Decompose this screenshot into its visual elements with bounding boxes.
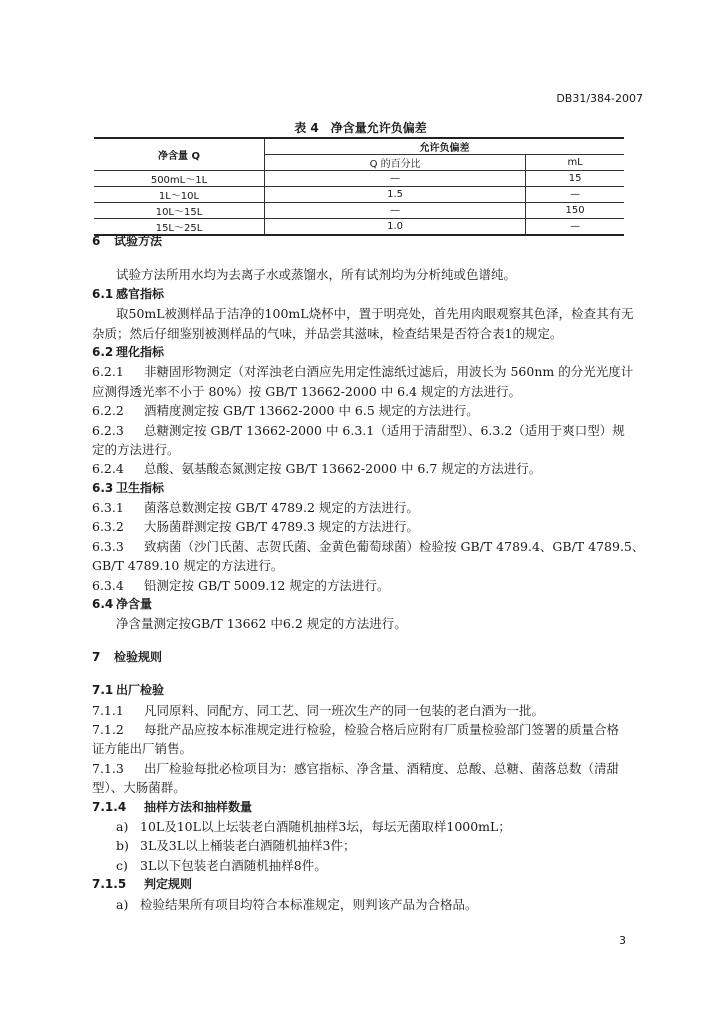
cell-range: 15L～25L: [94, 219, 265, 236]
paragraph: 取50mL被测样品于洁净的100mL烧杯中，置于明亮处，首先用肉眼观察其色泽，检查其有无: [116, 306, 634, 322]
clause-7-1-3: 7.1.3 出厂检验每批必检项目为：感官指标、净含量、酒精度、总酸、总糖、菌落总数（清甜: [92, 760, 620, 776]
paragraph: 证方能出厂销售。: [92, 741, 193, 757]
cell-ml: 150: [526, 203, 624, 219]
cell-range: 10L～15L: [94, 203, 265, 219]
section-heading-6-4: 6.4 净含量: [92, 597, 153, 612]
clause-6-3-3: 6.3.3 致病菌（沙门氏菌、志贺氏菌、金黄色葡萄球菌）检验按 GB/T 4789.4、GB/T 4789.5、: [92, 538, 645, 554]
table-row: [94, 203, 624, 219]
column-header-ml: mL: [526, 155, 624, 171]
page-number: 3: [619, 934, 626, 947]
clause-6-3-1: 6.3.1 菌落总数测定按 GB/T 4789.2 规定的方法进行。: [92, 500, 419, 516]
clause-6-2-1: 6.2.1 非糖固形物测定（对浑浊老白酒应先用定性滤纸过滤后，用波长为 560nm 的分光光度计: [92, 364, 634, 380]
section-heading-6-2: 6.2 理化指标: [92, 344, 165, 359]
list-item: a) 检验结果所有项目均符合本标准规定，则判该产品为合格品。: [116, 896, 478, 912]
paragraph: 定的方法进行。: [92, 441, 180, 457]
paragraph: GB/T 4789.10 规定的方法进行。: [92, 558, 284, 574]
cell-ml: 15: [526, 171, 624, 187]
cell-percent: —: [265, 171, 526, 187]
clause-6-2-4: 6.2.4 总酸、氨基酸态氮测定按 GB/T 13662-2000 中 6.7 规定的方法进行。: [92, 461, 542, 477]
document-body: [92, 232, 645, 914]
cell-ml: —: [526, 187, 624, 203]
cell-range: 500mL～1L: [94, 171, 265, 187]
table-row: [94, 187, 624, 203]
paragraph: 型）、大肠菌群。: [92, 780, 186, 796]
column-header-quantity: 净含量 Q: [94, 138, 265, 171]
clause-7-1-2: 7.1.2 每批产品应按本标准规定进行检验，检验合格后应附有厂质量检验部门签署的质量合格: [92, 721, 620, 737]
list-item: c) 3L以下包装老白酒随机抽样8件。: [116, 857, 327, 873]
list-item: a) 10L及10L以上坛装老白酒随机抽样3坛，每坛无菌取样1000mL；: [116, 818, 511, 834]
section-heading-6: 6 试验方法: [92, 234, 163, 248]
cell-percent: 1.5: [265, 187, 526, 203]
clause-7-1-1: 7.1.1 凡同原料、同配方、同工艺、同一班次生产的同一包装的老白酒为一批。: [92, 702, 545, 718]
column-group-header: 允许负偏差: [265, 138, 625, 155]
list-item: b) 3L及3L以上桶装老白酒随机抽样3件；: [116, 838, 356, 854]
cell-percent: —: [265, 203, 526, 219]
tolerance-table: [94, 137, 624, 236]
cell-ml: —: [526, 219, 624, 236]
table-header-row: [94, 138, 624, 155]
paragraph: 应测得透光率不小于 80%）按 GB/T 13662-2000 中 6.4 规定的方法进行。: [92, 383, 522, 399]
section-heading-6-1: 6.1 感官指标: [92, 286, 165, 301]
clause-6-3-4: 6.3.4 铅测定按 GB/T 5009.12 规定的方法进行。: [92, 577, 390, 593]
section-heading-7-1: 7.1 出厂检验: [92, 683, 165, 698]
clause-6-3-2: 6.3.2 大肠菌群测定按 GB/T 4789.3 规定的方法进行。: [92, 519, 419, 535]
paragraph: 净含量测定按GB/T 13662 中6.2 规定的方法进行。: [116, 616, 407, 632]
clause-7-1-4: 7.1.4 抽样方法和抽样数量: [92, 799, 253, 814]
paragraph: 试验方法所用水均为去离子水或蒸馏水，所有试剂均为分析纯或色谱纯。: [116, 267, 517, 283]
column-header-percent: Q 的百分比: [265, 155, 526, 171]
section-heading-6-3: 6.3 卫生指标: [92, 480, 165, 495]
paragraph: 杂质；然后仔细鉴别被测样品的气味，并品尝其滋味，检查结果是否符合表1的规定。: [92, 325, 563, 341]
clause-6-2-2: 6.2.2 酒精度测定按 GB/T 13662-2000 中 6.5 规定的方法进行。: [92, 403, 479, 419]
cell-range: 1L～10L: [94, 187, 265, 203]
clause-6-2-3: 6.2.3 总糖测定按 GB/T 13662-2000 中 6.3.1（适用于清甜型）、6.3.2（适用于爽口型）规: [92, 422, 625, 438]
table-title: 表 4 净含量允许负偏差: [294, 121, 427, 135]
cell-percent: 1.0: [265, 219, 526, 236]
clause-7-1-5: 7.1.5 判定规则: [92, 877, 193, 892]
table-row: [94, 171, 624, 187]
section-heading-7: 7 检验规则: [92, 649, 163, 664]
document-code: DB31/384-2007: [556, 92, 643, 105]
